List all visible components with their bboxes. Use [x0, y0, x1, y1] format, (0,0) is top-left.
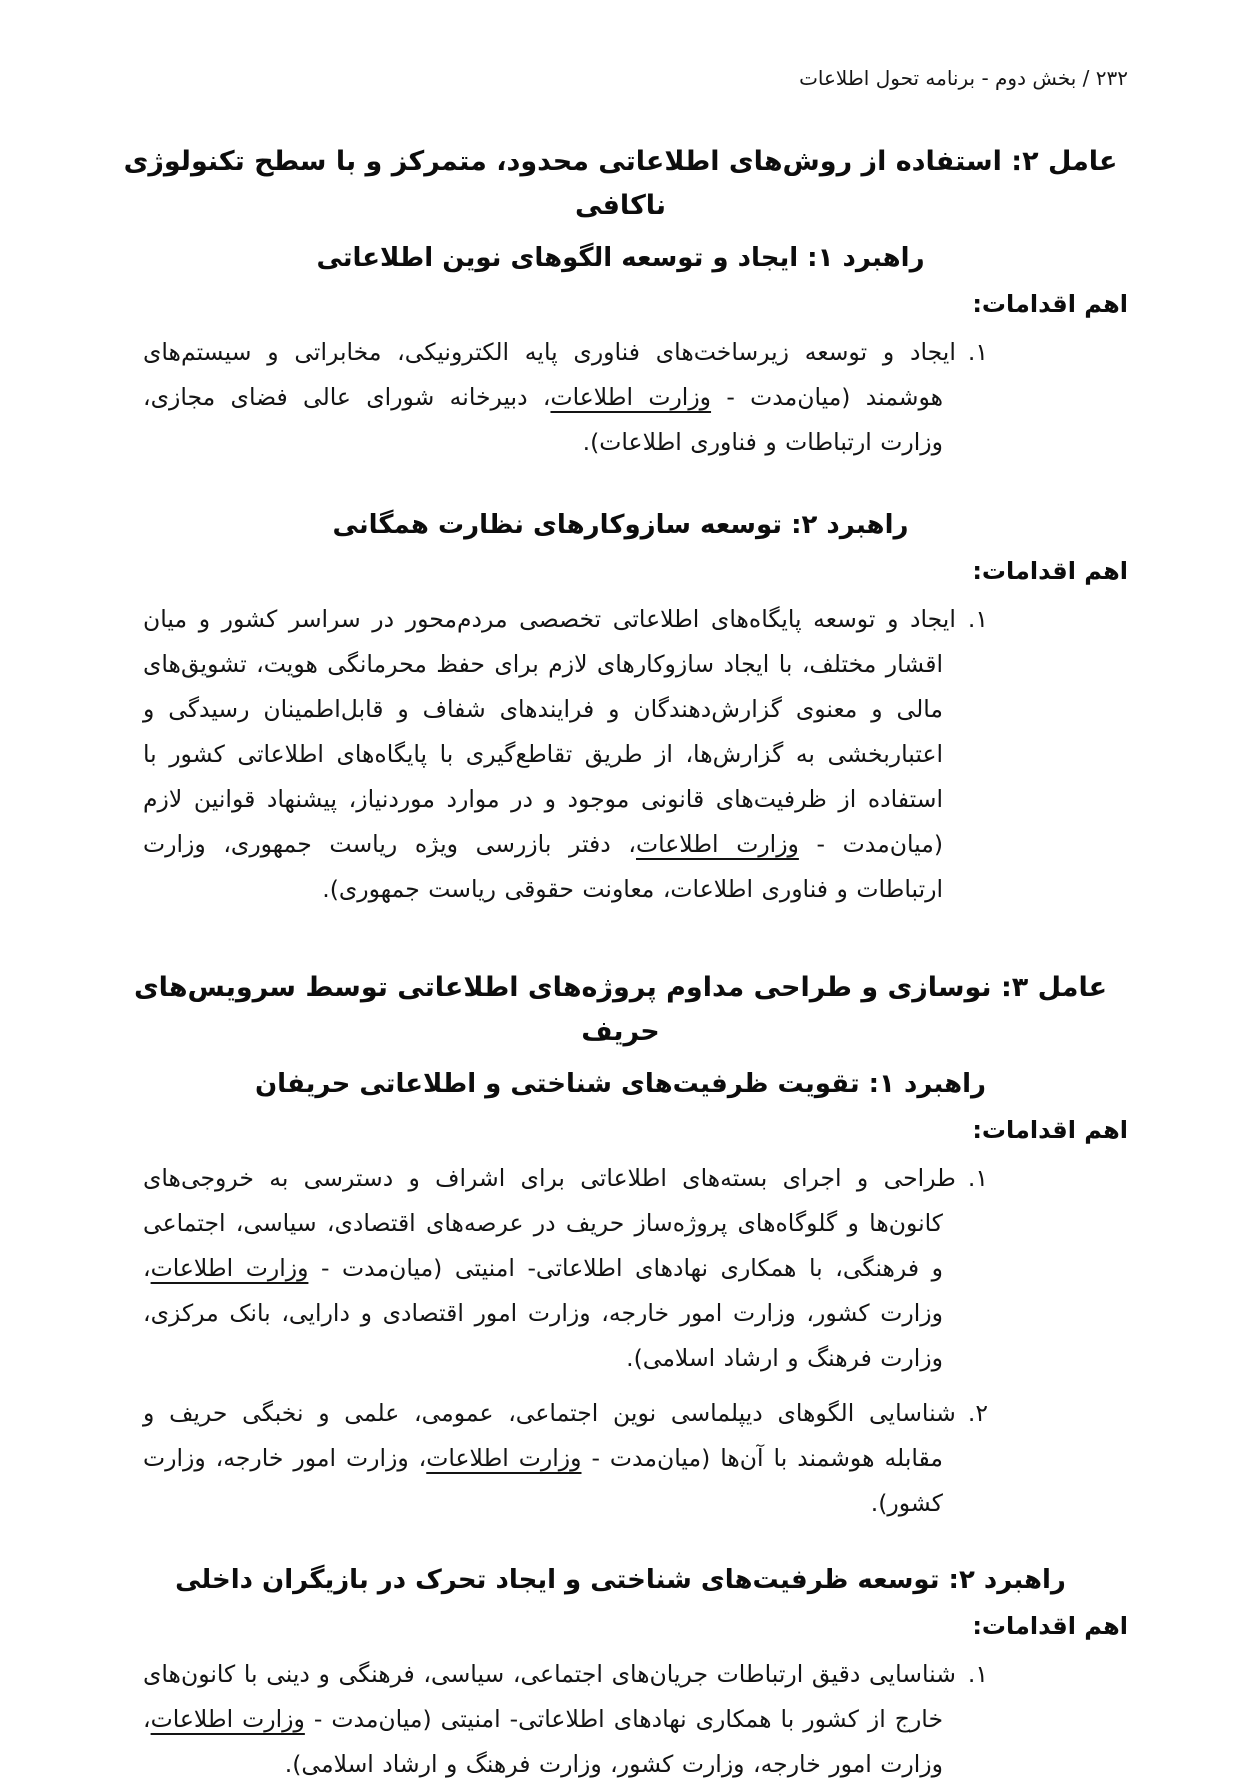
- actions-label: اهم اقدامات:: [972, 290, 1128, 318]
- factor-heading: عامل ۳: نوسازی و طراحی مداوم پروژه‌های اطلاعاتی توسط سرویس‌های حریف: [133, 972, 1108, 1047]
- item-text: ، وزارت امور خارجه، وزارت کشور، وزارت فرهنگ و ارشاد اسلامی).: [143, 1705, 943, 1778]
- actions-list: [113, 597, 1128, 912]
- strategy-heading: راهبرد ۲: توسعه سازوکارهای نظارت همگانی: [332, 510, 909, 540]
- list-item: [113, 597, 1128, 912]
- item-number: ۱.: [967, 338, 988, 366]
- underlined-ministry: وزارت اطلاعات: [150, 1254, 309, 1282]
- actions-list: [113, 1652, 1128, 1787]
- underlined-ministry: وزارت اطلاعات: [636, 830, 799, 858]
- item-text: شناسایی الگوهای دیپلماسی نوین اجتماعی، عمومی، علمی و نخبگی حریف و مقابله هوشمند با آن‌ها (میان‌مدت -: [143, 1399, 956, 1472]
- list-item: [113, 330, 1128, 465]
- list-item: [113, 1391, 1128, 1526]
- item-text: ، وزارت امور خارجه، وزارت کشور).: [143, 1444, 943, 1517]
- strategy-heading: راهبرد ۱: ایجاد و توسعه الگوهای نوین اطلاعاتی: [316, 243, 925, 273]
- item-number: ۱.: [967, 605, 988, 633]
- strategy-heading: راهبرد ۲: توسعه ظرفیت‌های شناختی و ایجاد تحرک در بازیگران داخلی: [175, 1565, 1066, 1595]
- item-number: ۱.: [967, 1660, 988, 1688]
- spacer: [113, 1536, 1128, 1550]
- underlined-ministry: وزارت اطلاعات: [150, 1705, 305, 1733]
- item-text: ایجاد و توسعه پایگاه‌های اطلاعاتی تخصصی مردم‌محور در سراسر کشور و میان اقشار مختلف، با ایجاد سازوکارهای لازم برای حفظ محرمانگی هویت، تشویق‌های مالی و معنوی گزارش‌دهندگان و فرایندهای شفاف و قابل‌اطمینان رسیدگی و اعتباربخشی به گزارش‌ها، از طریق تقاطع‌گیری با پایگاه‌های اطلاعاتی کشور با استفاده از ظرفیت‌های قانونی موجود و در موارد موردنیاز، پیشنهاد قوانین لازم (میان‌مدت -: [143, 605, 956, 858]
- page-header-text: ۲۳۲ / بخش دوم - برنامه تحول اطلاعات: [799, 66, 1128, 90]
- item-text: طراحی و اجرای بسته‌های اطلاعاتی برای اشراف و دسترسی به خروجی‌های کانون‌ها و گلوگاه‌های پروژه‌ساز حریف در عرصه‌های اقتصادی، سیاسی، اجتماعی و فرهنگی، با همکاری نهادهای اطلاعاتی- امنیتی (میان‌مدت -: [143, 1164, 956, 1282]
- section-strategy2-internal: [113, 1558, 1128, 1787]
- actions-list: [113, 1156, 1128, 1526]
- item-number: ۱.: [967, 1164, 988, 1192]
- item-text: ایجاد و توسعه زیرساخت‌های فناوری پایه الکترونیکی، مخابراتی و سیستم‌های هوشمند (میان‌مدت -: [143, 338, 956, 411]
- spacer: [113, 922, 1128, 966]
- section-factor3: [113, 966, 1128, 1526]
- item-text: شناسایی دقیق ارتباطات جریان‌های اجتماعی، سیاسی، فرهنگی و دینی با کانون‌های خارج از کشور با همکاری نهادهای اطلاعاتی- امنیتی (میان‌مدت -: [143, 1660, 956, 1733]
- item-number: ۲.: [967, 1399, 988, 1427]
- actions-list: [113, 330, 1128, 465]
- underlined-ministry: وزارت اطلاعات: [550, 383, 712, 411]
- actions-label: اهم اقدامات:: [972, 1116, 1128, 1144]
- page-header: [113, 62, 1128, 94]
- section-factor2: [113, 140, 1128, 465]
- strategy-heading: راهبرد ۱: تقویت ظرفیت‌های شناختی و اطلاعاتی حریفان: [254, 1069, 987, 1099]
- section-strategy2: [113, 503, 1128, 912]
- factor-heading: عامل ۲: استفاده از روش‌های اطلاعاتی محدود، متمرکز و با سطح تکنولوژی ناکافی: [123, 146, 1118, 221]
- actions-label: اهم اقدامات:: [972, 557, 1128, 585]
- item-text: ، دبیرخانه شورای عالی فضای مجازی، وزارت ارتباطات و فناوری اطلاعات).: [143, 383, 943, 456]
- item-text: ، دفتر بازرسی ویژه ریاست جمهوری، وزارت ارتباطات و فناوری اطلاعات، معاونت حقوقی ریاست جمهوری).: [143, 830, 943, 903]
- spacer: [113, 475, 1128, 495]
- underlined-ministry: وزارت اطلاعات: [426, 1444, 582, 1472]
- item-text: ، وزارت کشور، وزارت امور خارجه، وزارت امور اقتصادی و دارایی، بانک مرکزی، وزارت فرهنگ و ارشاد اسلامی).: [143, 1254, 943, 1372]
- actions-label: اهم اقدامات:: [972, 1612, 1128, 1640]
- list-item: [113, 1652, 1128, 1787]
- list-item: [113, 1156, 1128, 1381]
